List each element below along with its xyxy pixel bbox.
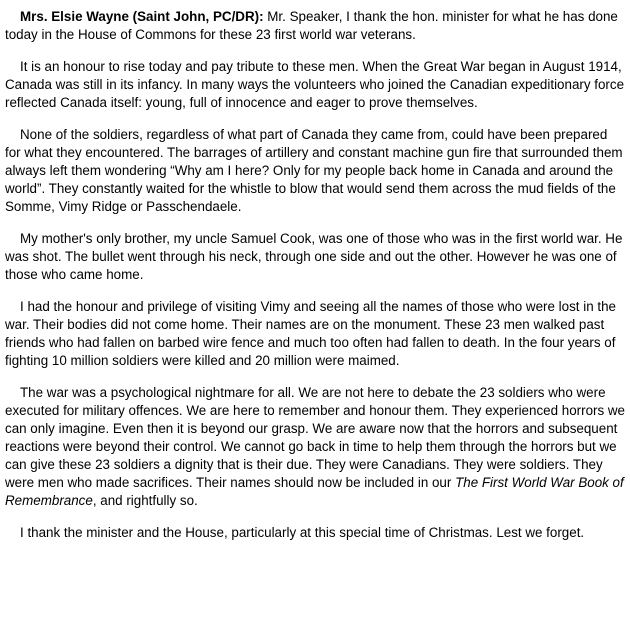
speech-paragraph-6 bbox=[5, 384, 625, 510]
speech-text: , and rightfully so. bbox=[92, 493, 198, 508]
speech-text: It is an honour to rise today and pay tribute to these men. When the Great War began in August 1914, Canada was still in its infancy. In many ways the volunteers who joined the Canadian expeditionary force reflected Canada itself: young, full of innocence and eager to prove themselves. bbox=[5, 59, 625, 110]
speech-text: I had the honour and privilege of visiting Vimy and seeing all the names of those who were lost in the war. Their bodies did not come home. Their names are on the monument. These 23 men walked past friends who had fallen on barbed wire fence and much too often had fallen to death. In the four years of fighting 10 million soldiers were killed and 20 million were maimed. bbox=[5, 299, 616, 368]
book-title: The First World War Book of Remembrance bbox=[5, 475, 624, 508]
speech-text: My mother's only brother, my uncle Samuel Cook, was one of those who was in the first world war. He was shot. The bullet went through his neck, through one side and out the other. However he was one of those who came home. bbox=[5, 231, 623, 282]
speech-paragraph-5 bbox=[5, 298, 625, 370]
speech-paragraph-1 bbox=[5, 8, 625, 44]
speech-paragraph-2 bbox=[5, 58, 625, 112]
speech-text: The war was a psychological nightmare for all. We are not here to debate the 23 soldiers who were executed for military offences. We are here to remember and honour them. They experienced horrors we can only imagine. Even then it is beyond our grasp. We are aware now that the horrors and subsequent reactions were beyond their control. We cannot go back in time to help them through the horrors but we can give these 23 soldiers a dignity that is their due. They were Canadians. They were soldiers. They were men who made sacrifices. Their names should now be included in our bbox=[5, 385, 626, 490]
speech-paragraph-7 bbox=[5, 524, 625, 542]
speaker-name: Mrs. Elsie Wayne (Saint John, PC/DR): bbox=[20, 9, 268, 24]
speech-text: I thank the minister and the House, particularly at this special time of Christmas. Lest we forget. bbox=[20, 525, 585, 540]
speech-paragraph-4 bbox=[5, 230, 625, 284]
speech-paragraph-3 bbox=[5, 126, 625, 216]
speech-text: Mr. Speaker, I thank the hon. minister for what he has done today in the House of Commons for these 23 first world war veterans. bbox=[5, 9, 618, 42]
speech-text: None of the soldiers, regardless of what part of Canada they came from, could have been prepared for what they encountered. The barrages of artillery and constant machine gun fire that surrounded them always left them wondering “Why am I here? Only for my people back home in Canada and around the world”. They constantly waited for the whistle to blow that would send them across the mud fields of the Somme, Vimy Ridge or Passchendaele. bbox=[5, 127, 623, 214]
